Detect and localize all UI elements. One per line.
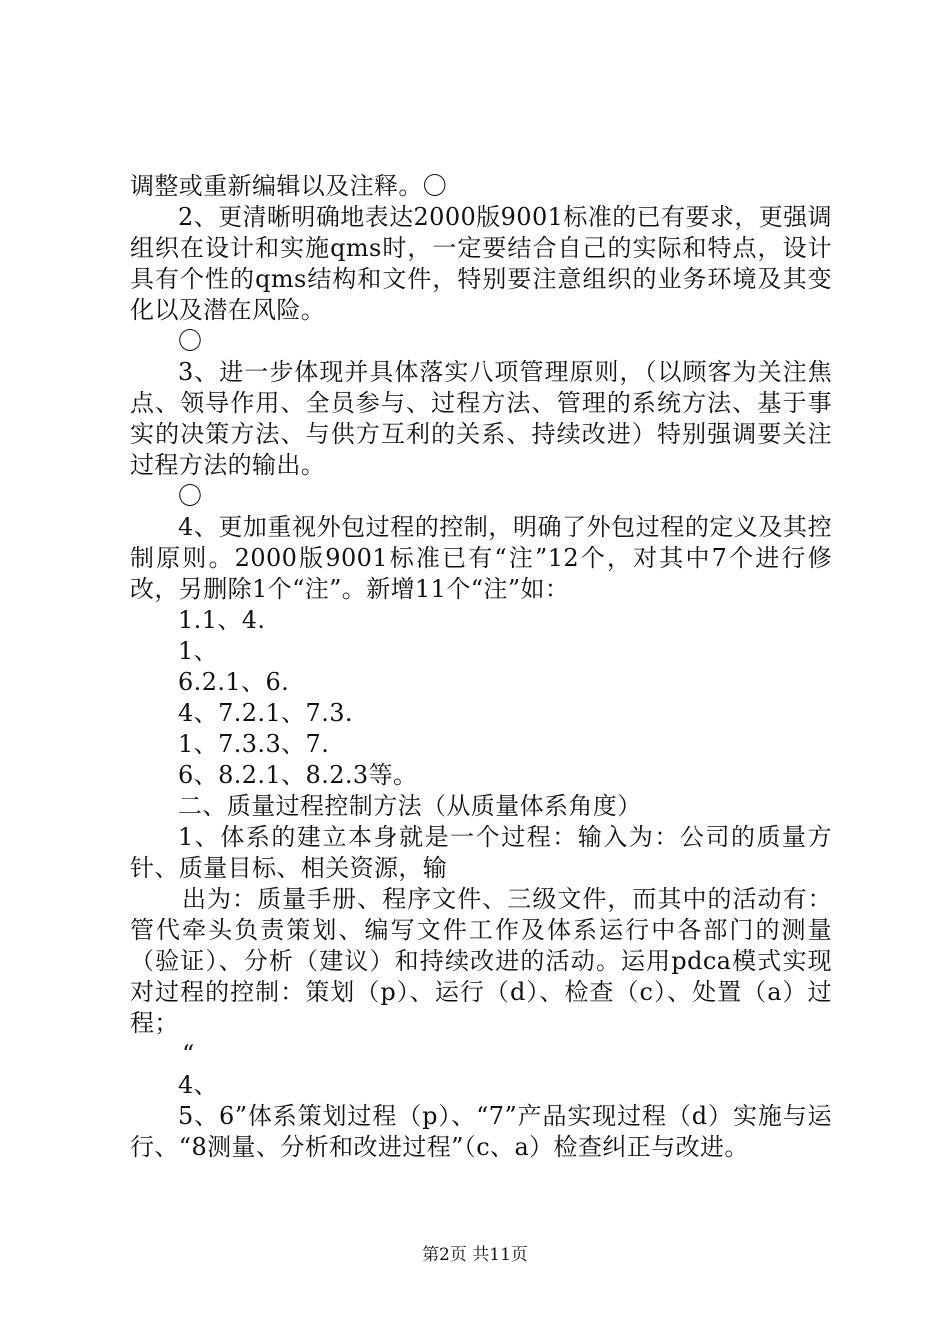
paragraph: 1、7.3.3、7. [178,730,330,758]
paragraph: 4、 [178,1071,219,1099]
paragraph: 〇 [178,482,203,510]
paragraph: 4、7.2.1、7.3. [178,699,353,727]
paragraph: 6、8.2.1、8.2.3等。 [178,761,418,789]
section-heading: 二、质量过程控制方法（从质量体系角度） [178,792,642,820]
page-footer [0,1240,950,1265]
paragraph: 〇 [178,327,203,355]
paragraph: 5、6”体系策划过程（p）、“7”产品实现过程（d）实施与运行、“8测量、分析和改进过程”（c、a）检查纠正与改进。 [130,1102,832,1161]
page-number-label: 第2页 共11页 [422,1245,528,1265]
paragraph: 3、进一步体现并具体落实八项管理原则，（以顾客为关注焦点、领导作用、全员参与、过程方法、管理的系统方法、基于事实的决策方法、与供方互利的关系、持续改进）特别强调要关注过程方法的输出。 [130,358,832,479]
paragraph: “ [182,1040,195,1068]
paragraph: 出为：质量手册、程序文件、三级文件，而其中的活动有：管代牵头负责策划、编写文件工作及体系运行中各部门的测量（验证）、分析（建议）和持续改进的活动。运用pdca模式实现对过程的控制：策划（p）、运行（d）、检查（c）、处置（a）过程； [130,885,832,1037]
paragraph: 2、更清晰明确地表达2000版9001标准的已有要求，更强调组织在设计和实施qms时，一定要结合自己的实际和特点，设计具有个性的qms结构和文件，特别要注意组织的业务环境及其变化以及潜在风险。 [130,203,832,324]
paragraph: 1、 [178,637,219,665]
paragraph: 1.1、4. [178,606,266,634]
paragraph: 6.2.1、6. [178,668,290,696]
paragraph: 1、体系的建立本身就是一个过程：输入为：公司的质量方针、质量目标、相关资源，输 [130,823,832,882]
body-text [130,171,832,1163]
paragraph: 调整或重新编辑以及注释。〇 [130,172,448,200]
paragraph: 4、更加重视外包过程的控制，明确了外包过程的定义及其控制原则。2000版9001标准已有“注”12个，对其中7个进行修改，另删除1个“注”。新增11个“注”如： [130,513,832,603]
